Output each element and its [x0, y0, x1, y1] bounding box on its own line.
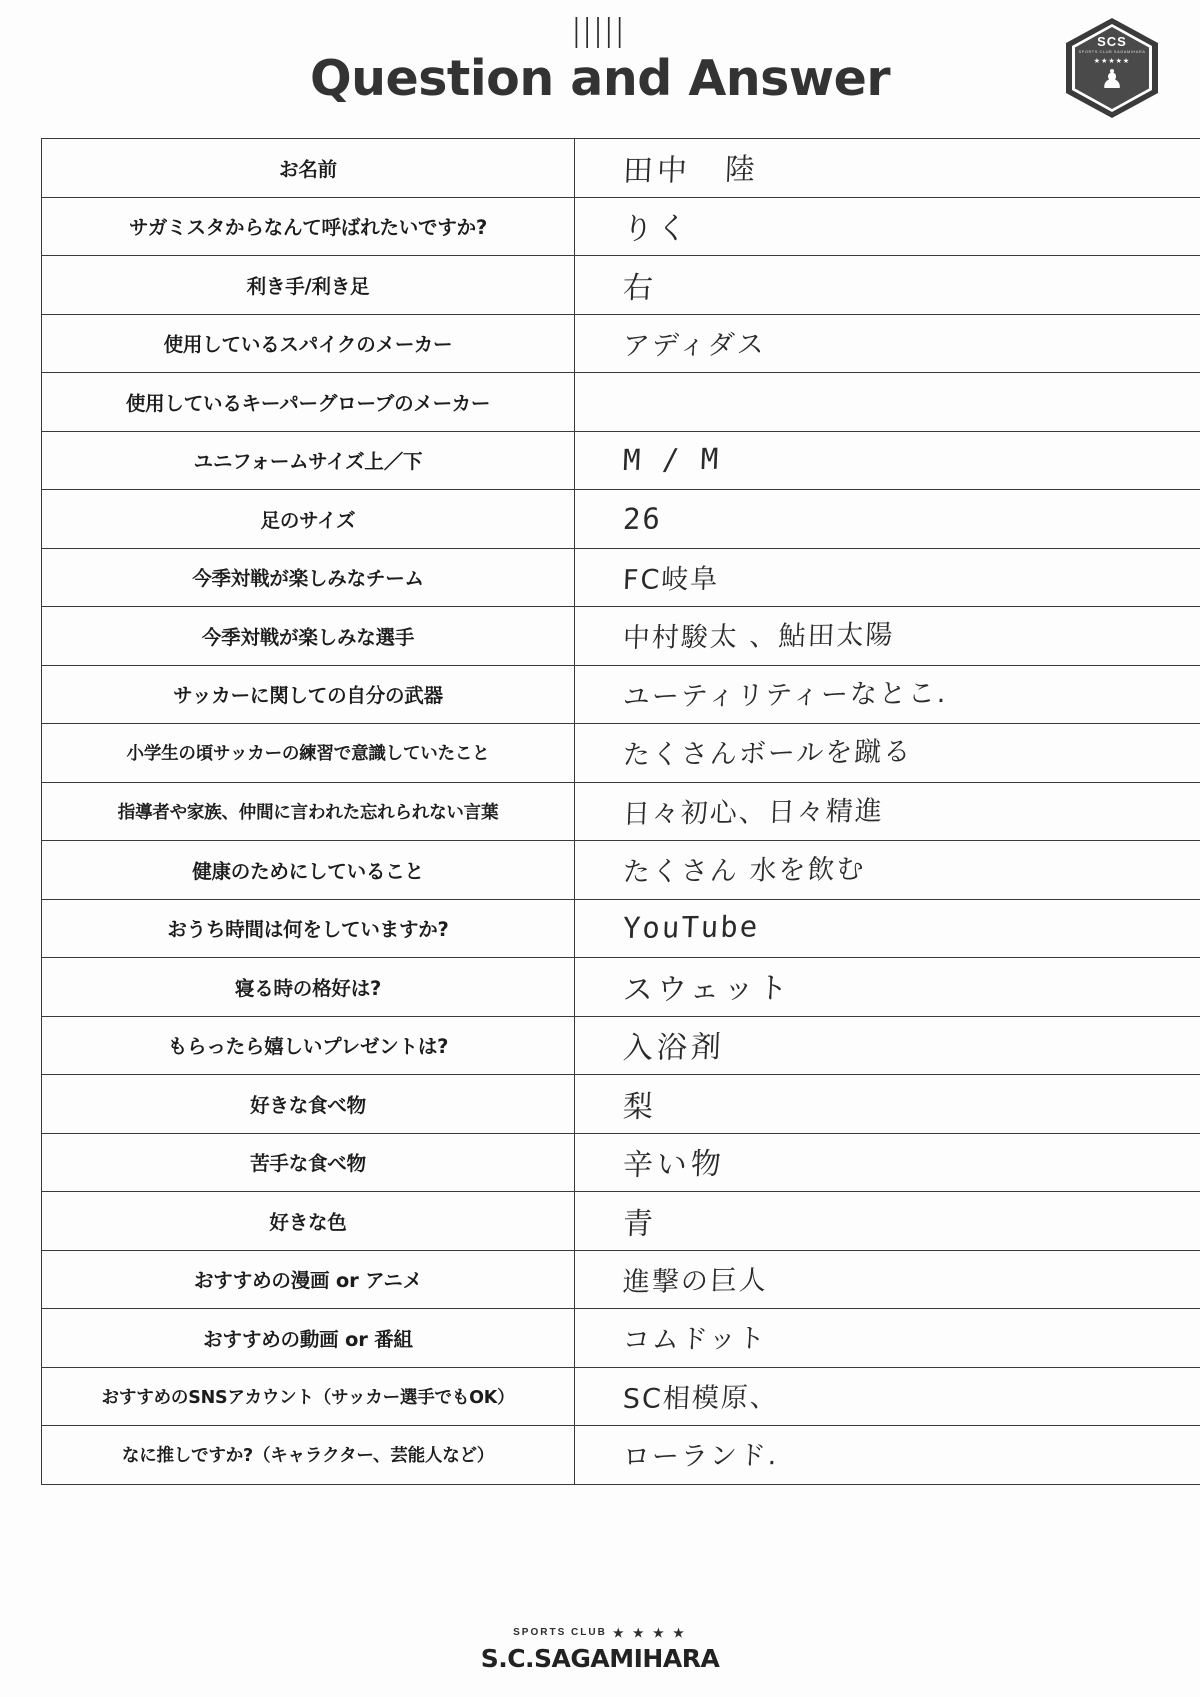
qa-table [41, 138, 1200, 1485]
question-cell: 今季対戦が楽しみなチーム [42, 548, 575, 607]
answer-cell[interactable] [575, 373, 1200, 432]
answer-cell[interactable] [575, 1426, 1200, 1485]
question-cell: 使用しているキーパーグローブのメーカー [42, 373, 575, 432]
answer-cell[interactable] [575, 1309, 1200, 1368]
question-cell: おすすめの漫画 or アニメ [42, 1250, 575, 1309]
answer-cell[interactable] [575, 782, 1200, 841]
question-cell: サッカーに関しての自分の武器 [42, 665, 575, 724]
answer-cell[interactable] [575, 431, 1200, 490]
answer-text: アディダス [622, 328, 767, 362]
page-title: Question and Answer [310, 50, 890, 107]
table-row [42, 1192, 1200, 1251]
question-cell: 今季対戦が楽しみな選手 [42, 607, 575, 666]
question-cell: ユニフォームサイズ上／下 [42, 431, 575, 490]
table-row [42, 1309, 1200, 1368]
question-cell: おすすめのSNSアカウント（サッカー選手でもOK） [42, 1367, 575, 1426]
question-cell: 寝る時の格好は? [42, 958, 575, 1017]
question-cell: 小学生の頃サッカーの練習で意識していたこと [42, 724, 575, 783]
table-row [42, 490, 1200, 549]
question-cell: 苦手な食べ物 [42, 1133, 575, 1192]
answer-text: 青 [622, 1206, 658, 1242]
club-badge [1066, 18, 1158, 118]
answer-cell[interactable] [575, 197, 1200, 256]
qa-table-body [42, 139, 1200, 1485]
answer-cell[interactable] [575, 1192, 1200, 1251]
answer-cell[interactable] [575, 1133, 1200, 1192]
answer-text: たくさんボールを蹴る [622, 736, 913, 772]
footer-stars: ★ ★ ★ ★ [612, 1626, 687, 1640]
table-row [42, 314, 1200, 373]
table-row [42, 256, 1200, 315]
question-cell: 利き手/利き足 [42, 256, 575, 315]
answer-text: 進撃の巨人 [622, 1264, 769, 1298]
table-row [42, 548, 1200, 607]
answer-text: 梨 [622, 1089, 658, 1125]
answer-cell[interactable] [575, 1367, 1200, 1426]
footer-top-line [0, 1624, 1200, 1642]
answer-text: SC相模原、 [622, 1381, 780, 1415]
table-row [42, 958, 1200, 1017]
page-header [0, 0, 1200, 130]
answer-cell[interactable] [575, 1250, 1200, 1309]
answer-cell[interactable] [575, 139, 1200, 198]
answer-cell[interactable] [575, 256, 1200, 315]
question-cell: サガミスタからなんて呼ばれたいですか? [42, 197, 575, 256]
table-row [42, 1250, 1200, 1309]
answer-cell[interactable] [575, 958, 1200, 1017]
answer-text: たくさん 水を飲む [622, 854, 867, 889]
table-row [42, 607, 1200, 666]
question-cell: 健康のためにしていること [42, 841, 575, 900]
answer-text: りく [622, 211, 692, 248]
table-row [42, 197, 1200, 256]
table-row [42, 1016, 1200, 1075]
table-row [42, 431, 1200, 490]
table-row [42, 841, 1200, 900]
tally-mark: ||||| [572, 12, 628, 49]
table-row [42, 1426, 1200, 1485]
answer-text: コムドット [622, 1323, 768, 1357]
answer-cell[interactable] [575, 548, 1200, 607]
answer-cell[interactable] [575, 724, 1200, 783]
question-cell: お名前 [42, 139, 575, 198]
table-row [42, 373, 1200, 432]
table-row [42, 724, 1200, 783]
question-cell: 好きな食べ物 [42, 1075, 575, 1134]
answer-cell[interactable] [575, 1016, 1200, 1075]
answer-text: 入浴剤 [622, 1029, 726, 1067]
question-cell: なに推しですか?（キャラクター、芸能人など） [42, 1426, 575, 1485]
answer-text: 辛い物 [622, 1146, 726, 1184]
answer-text: YouTube [622, 909, 760, 946]
table-row [42, 1133, 1200, 1192]
table-row [42, 899, 1200, 958]
answer-cell[interactable] [575, 665, 1200, 724]
table-row [42, 1367, 1200, 1426]
answer-text: 田中 陸 [622, 152, 760, 189]
answer-text: ユーティリティーなとこ. [622, 677, 949, 713]
answer-cell[interactable] [575, 607, 1200, 666]
question-cell: 好きな色 [42, 1192, 575, 1251]
answer-text: M / M [622, 442, 721, 478]
question-cell: おうち時間は何をしていますか? [42, 899, 575, 958]
answer-cell[interactable] [575, 1075, 1200, 1134]
answer-text: 右 [622, 270, 658, 306]
badge-stars: ★★★★★ [1093, 58, 1131, 65]
footer-club-name: S.C.SAGAMIHARA [480, 1644, 720, 1673]
question-cell: 指導者や家族、仲間に言われた忘れられない言葉 [42, 782, 575, 841]
question-cell: 使用しているスパイクのメーカー [42, 314, 575, 373]
answer-text: スウェット [622, 970, 793, 1008]
question-cell: もらったら嬉しいプレゼントは? [42, 1016, 575, 1075]
answer-cell[interactable] [575, 841, 1200, 900]
answer-text: ローランド. [622, 1440, 780, 1474]
table-row [42, 1075, 1200, 1134]
answer-text: 日々初心、日々精進 [622, 795, 885, 830]
answer-text: 中村駿太 、鮎田太陽 [622, 619, 896, 655]
badge-initials: SCS [1097, 34, 1127, 49]
answer-cell[interactable] [575, 314, 1200, 373]
page-footer [0, 1624, 1200, 1673]
question-cell: おすすめの動画 or 番組 [42, 1309, 575, 1368]
question-cell: 足のサイズ [42, 490, 575, 549]
answer-text: 26 [622, 501, 663, 536]
answer-cell[interactable] [575, 899, 1200, 958]
table-row [42, 665, 1200, 724]
table-row [42, 782, 1200, 841]
answer-text: FC岐阜 [622, 563, 720, 596]
badge-subtext: SPORTS CLUB SAGAMIHARA [1078, 49, 1146, 54]
footer-club-label: SPORTS CLUB [513, 1627, 607, 1639]
answer-cell[interactable] [575, 490, 1200, 549]
badge-emblem-icon: ♟ [1100, 64, 1124, 94]
table-row [42, 139, 1200, 198]
